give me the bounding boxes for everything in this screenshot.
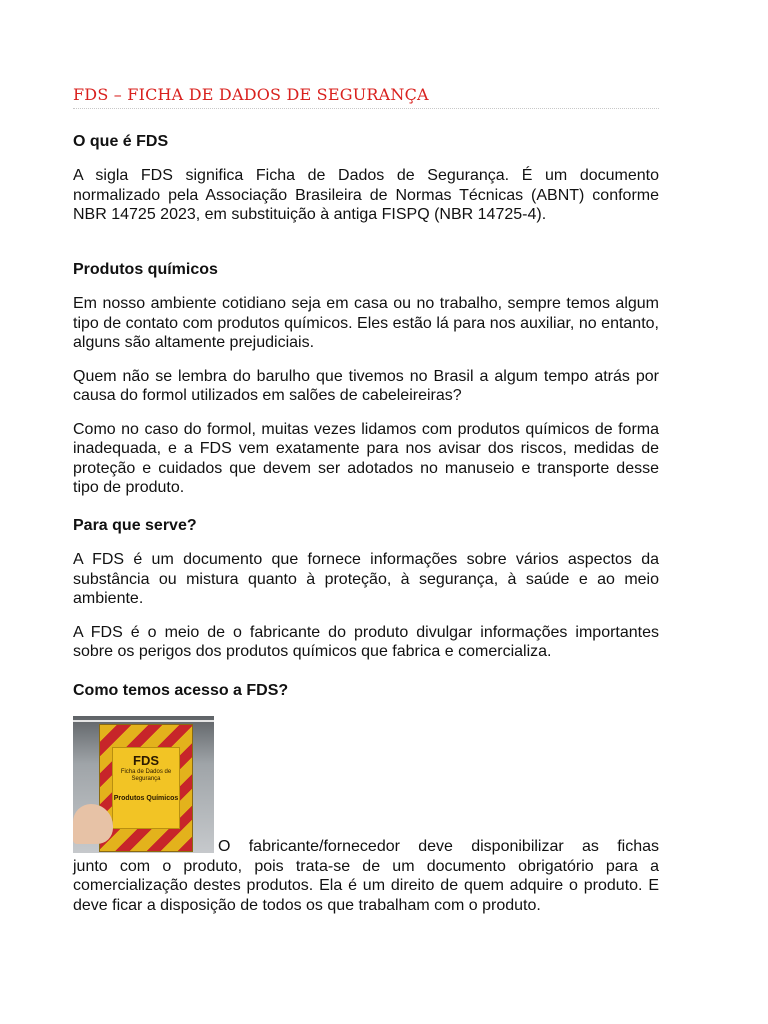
document-title: FDS – FICHA DE DADOS DE SEGURANÇA: [73, 84, 659, 109]
section-heading: O que é FDS: [73, 133, 169, 150]
fds-binder-image: [73, 716, 214, 853]
binder-label-subtitle: Ficha de Dados de Segurança: [120, 769, 172, 782]
paragraph: Quem não se lembra do barulho que tivemos no Brasil a algum tempo atrás por causa do formol utilizados em salões de cabeleireiras?: [73, 367, 659, 404]
section-heading: Para que serve?: [73, 517, 197, 534]
paragraph: Como no caso do formol, muitas vezes lidamos com produtos químicos de forma inadequada, e a FDS vem exatamente para nos avisar dos riscos, medidas de proteção e cuidados que devem ser adotados no manuseio e transporte desse tipo de produto.: [73, 420, 659, 496]
paragraph: Em nosso ambiente cotidiano seja em casa ou no trabalho, sempre temos algum tipo de contato com produtos químicos. Eles estão lá para nos auxiliar, no entanto, alguns são altamente prejudiciais.: [73, 295, 659, 351]
paragraph: A FDS é um documento que fornece informações sobre vários aspectos da substância ou mistura quanto à proteção, à segurança, à saúde e ao meio ambiente.: [73, 551, 659, 607]
section-access: [73, 681, 659, 701]
section-purpose: [73, 516, 659, 662]
section-heading: Como temos acesso a FDS?: [73, 682, 289, 699]
binder-label-products: Produtos Químicos: [113, 795, 179, 802]
shelf: [73, 720, 214, 722]
section-chemical-products: [73, 260, 659, 498]
caption-first-line: O fabricante/fornecedor deve disponibilizar as fichas: [218, 838, 659, 855]
section-heading: Produtos químicos: [73, 261, 218, 278]
binder-label-title: FDS: [133, 753, 159, 768]
paragraph: A FDS é o meio de o fabricante do produto divulgar informações importantes sobre os perigos dos produtos químicos que fabrica e comercializa.: [73, 623, 659, 660]
caption-paragraph: junto com o produto, pois trata-se de um documento obrigatório para a comercialização destes produtos. Ela é um direito de quem adquire o produto. E deve ficar a disposição de todos os que trabalham com o produto.: [73, 857, 659, 914]
section-what-is-fds: [73, 132, 659, 225]
binder: [99, 724, 193, 852]
binder-label: [112, 747, 180, 829]
paragraph: A sigla FDS significa Ficha de Dados de Segurança. É um documento normalizado pela Associação Brasileira de Normas Técnicas (ABNT) conforme NBR 14725 2023, em substituição à antiga FISPQ (NBR 14725-4).: [73, 167, 659, 223]
hand: [73, 804, 113, 844]
